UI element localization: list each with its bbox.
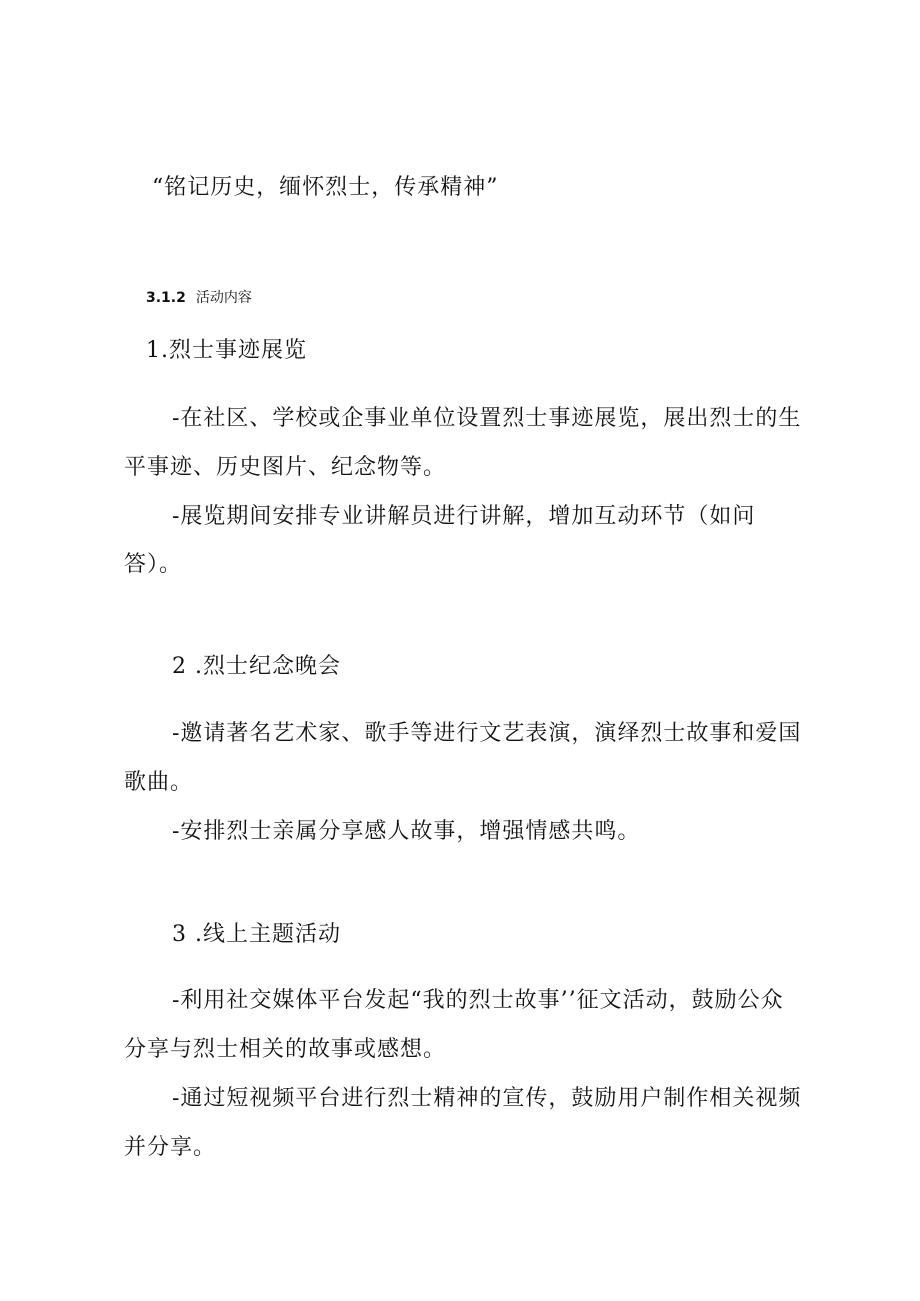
paragraph-line: -展览期间安排专业讲解员进行讲解，增加互动环节（如问 — [172, 504, 756, 529]
paragraph-line: -利用社交媒体平台发起“我的烈士故事’’征文活动，鼓励公众 — [172, 988, 784, 1013]
item-heading-1: 1.烈士事迹展览 — [146, 338, 307, 363]
section-number: 3.1.2 — [146, 290, 186, 306]
paragraph-line: 答）。 — [124, 552, 183, 577]
item-heading-2: 2 .烈士纪念晚会 — [172, 654, 341, 679]
slogan: “铭记历史，缅怀烈士，传承精神” — [152, 175, 499, 200]
paragraph-line: -在社区、学校或企事业单位设置烈士事迹展览，展出烈士的生 — [172, 406, 802, 431]
paragraph-line: 并分享。 — [124, 1135, 217, 1160]
section-title: 活动内容 — [195, 290, 252, 306]
paragraph-line: 分享与烈士相关的故事或感想。 — [124, 1037, 447, 1062]
paragraph-line: 平事迹、历史图片、纪念物等。 — [124, 455, 447, 480]
paragraph-line: -通过短视频平台进行烈士精神的宣传，鼓励用户制作相关视频 — [172, 1086, 802, 1111]
paragraph-line: -邀请著名艺术家、歌手等进行文艺表演，演绎烈士故事和爱国 — [172, 721, 802, 746]
paragraph-line: 歌曲。 — [124, 770, 194, 795]
section-heading — [146, 288, 252, 308]
paragraph-line: -安排烈士亲属分享感人故事，增强情感共鸣。 — [172, 819, 641, 844]
item-heading-3: 3 .线上主题活动 — [172, 922, 341, 947]
